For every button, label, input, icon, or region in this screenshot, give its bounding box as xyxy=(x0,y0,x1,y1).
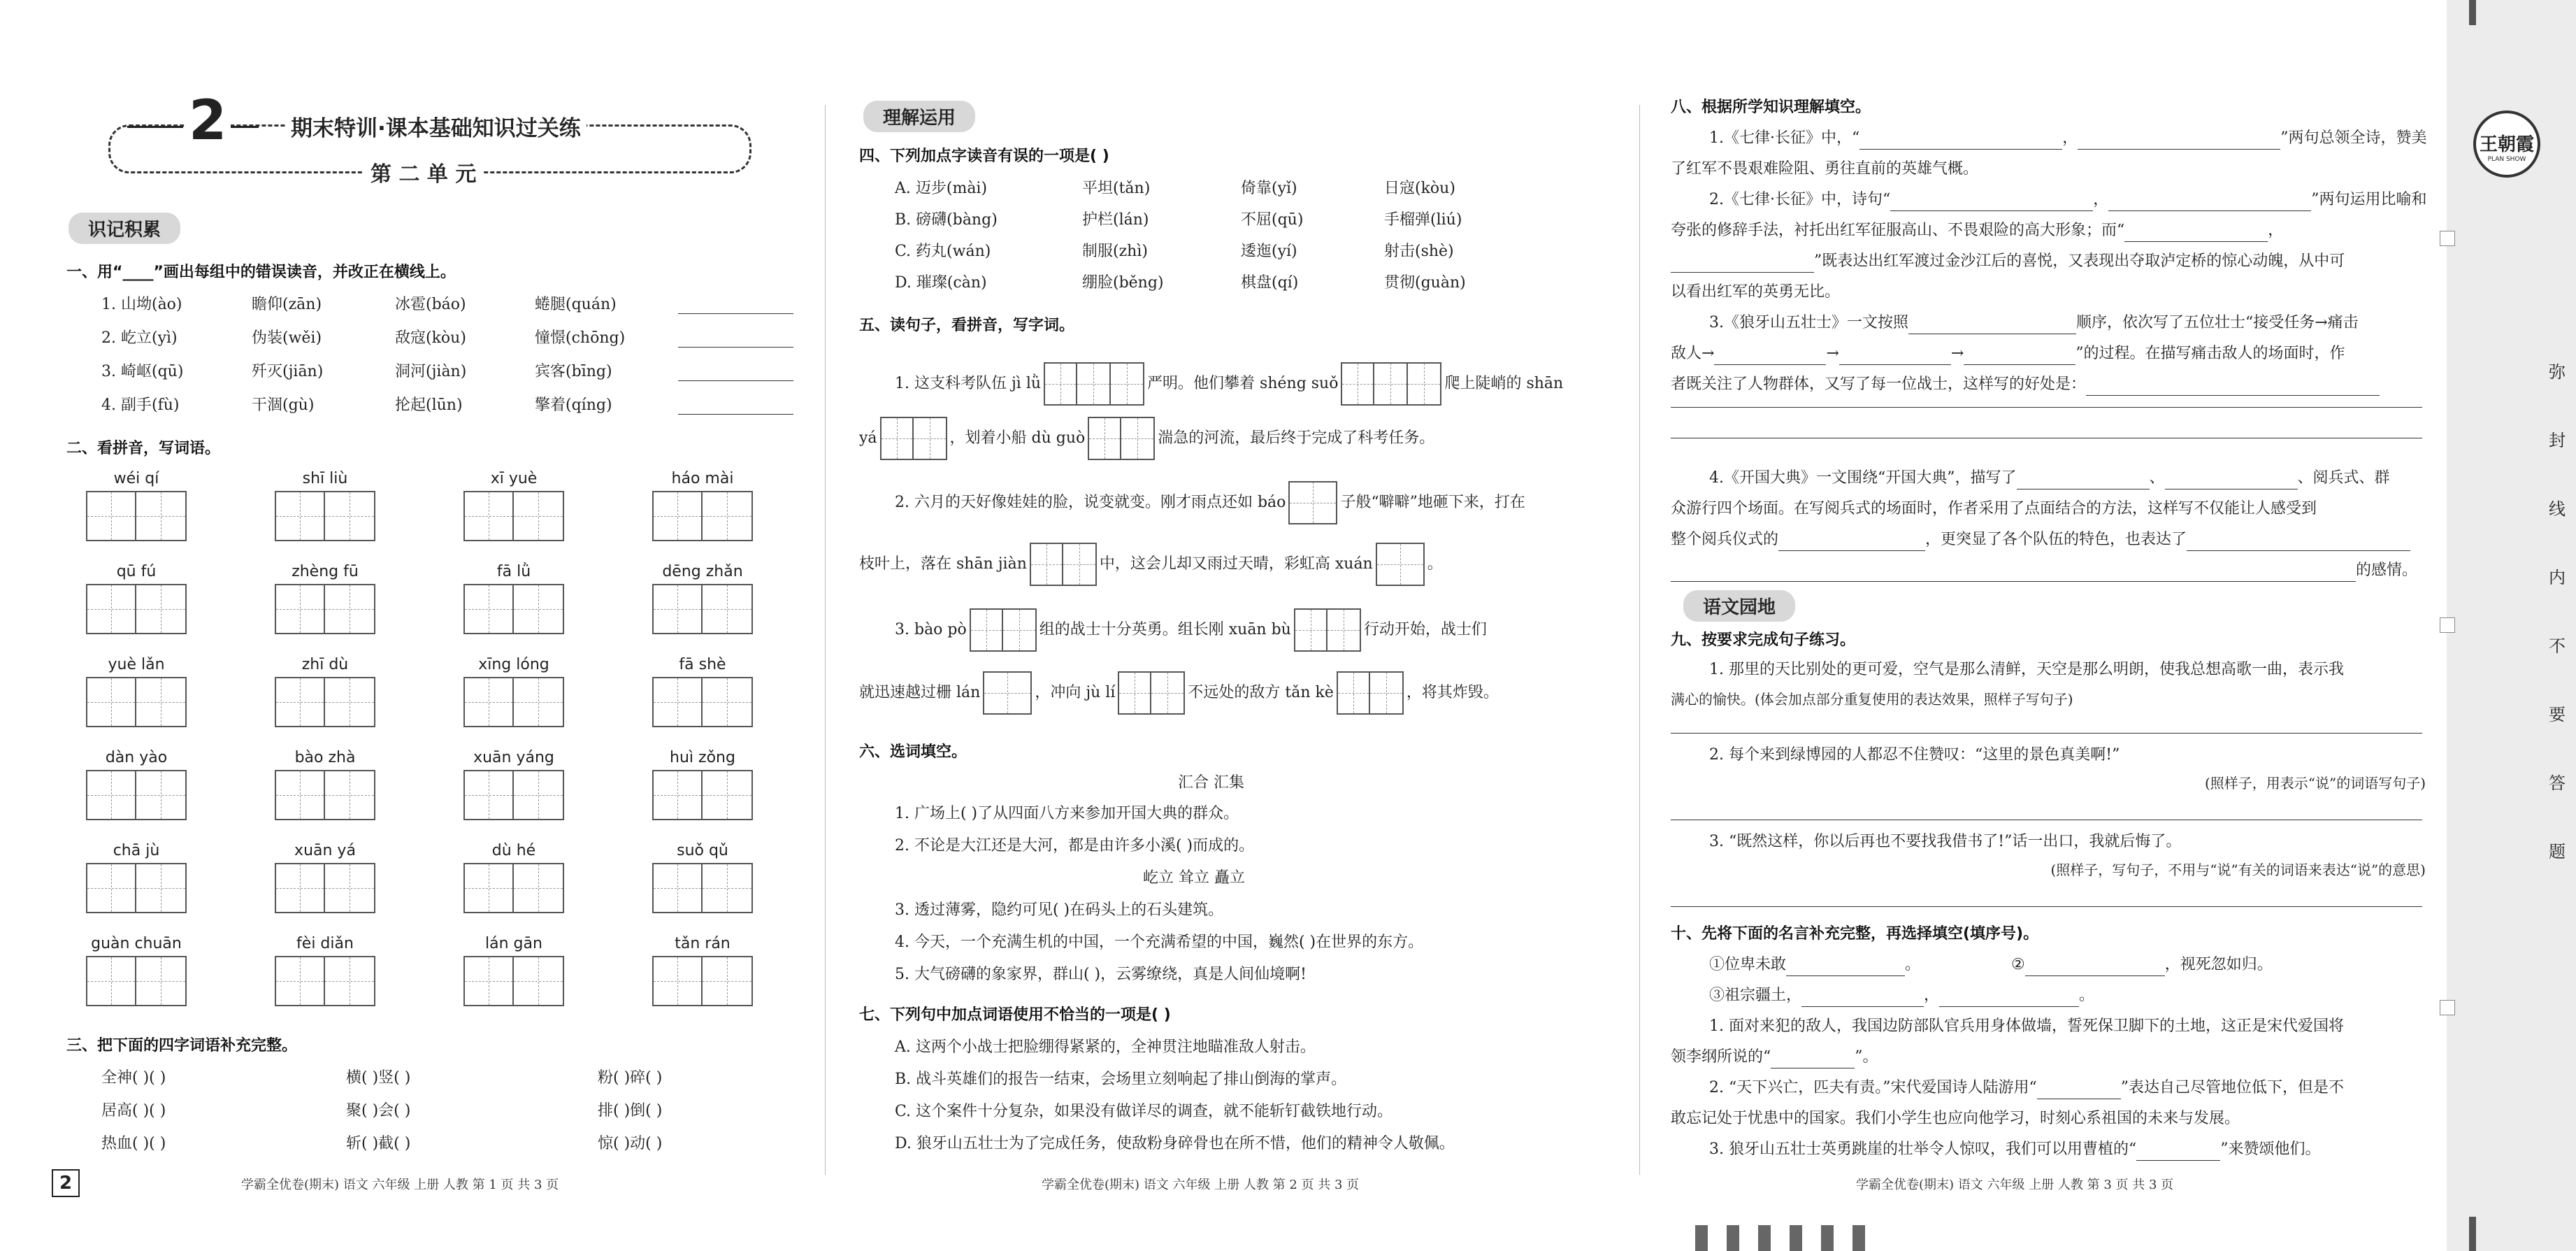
pinyin-grid xyxy=(80,470,779,1029)
logo-badge xyxy=(2473,110,2540,178)
answer-line[interactable] xyxy=(1671,733,2422,734)
q10-item-2: 2. “天下兴亡，匹夫有责。”宋代爱国诗人陆游用“ ”表达自己尽管地位低下，但是不 xyxy=(1709,1077,2344,1099)
answer-line[interactable] xyxy=(1939,1006,2079,1007)
answer-line[interactable] xyxy=(678,414,793,415)
q6-item[interactable]: 1. 广场上( )了从四面八方来参加开国大典的群众。 xyxy=(895,805,1239,822)
q8-item-2-cont: 以看出红军的英勇无比。 xyxy=(1671,283,1841,301)
q10-quote-row-1: ①位卑未敢 。 ② ，视死忽如归。 xyxy=(1709,954,2273,976)
q9-item-1: 1. 那里的天比别处的更可爱，空气是那么清鲜，天空是那么明朗，使我总想高歌一曲，表示我 xyxy=(1709,661,2344,678)
writing-box[interactable] xyxy=(1044,362,1144,406)
writing-box[interactable] xyxy=(80,491,192,541)
writing-box[interactable] xyxy=(970,608,1037,652)
q8-item-4-cont: 众游行四个场面。在写阅兵式的场面时，作者采用了点面结合的方法，这样写不仅能让人感受到 xyxy=(1671,500,2317,517)
binding-mark xyxy=(2469,0,2476,25)
writing-box[interactable] xyxy=(983,671,1032,715)
writing-box[interactable] xyxy=(269,863,381,913)
pinyin-writing-item xyxy=(80,842,192,913)
answer-line[interactable] xyxy=(1714,364,1826,365)
print-mark-bar xyxy=(1758,1225,1771,1251)
q8-item-3: 3.《狼牙山五壮士》一文按照 顺序，依次写了五位壮士“接受任务→痛击 xyxy=(1709,312,2359,334)
answer-line[interactable] xyxy=(678,380,793,381)
pinyin-label: zhī dù xyxy=(301,656,349,673)
pinyin-label: fā lǜ xyxy=(496,563,531,580)
q8-item-1-cont: 了红军不畏艰难险阻、勇往直前的英雄气概。 xyxy=(1671,160,1979,178)
writing-box[interactable] xyxy=(647,677,758,727)
question-2-title: 二、看拼音，写词语。 xyxy=(66,440,221,457)
column-divider xyxy=(825,105,826,1175)
writing-box[interactable] xyxy=(458,677,570,727)
answer-line[interactable] xyxy=(2124,241,2268,242)
pinyin-writing-item xyxy=(458,656,570,727)
pinyin-writing-item xyxy=(80,749,192,820)
q1-row: 3. 崎岖(qū) 歼灭(jiān) 洞河(jiàn) 宾客(bīng) xyxy=(101,361,800,394)
seal-notice-char: 答 xyxy=(2549,773,2566,793)
pinyin-label: xīng lóng xyxy=(478,656,549,673)
writing-box[interactable] xyxy=(1376,543,1425,586)
answer-line[interactable] xyxy=(2025,975,2165,976)
seal-line-notice xyxy=(2545,358,2570,906)
q6-item[interactable]: 3. 透过薄雾，隐约可见( )在码头上的石头建筑。 xyxy=(895,901,1224,919)
pinyin-writing-item xyxy=(80,935,192,1006)
q10-quote-row-2: ③祖宗疆土， ， 。 xyxy=(1709,985,2094,1007)
q10-item-2-cont: 敢忘记处于忧患中的国家。我们小学生也应向他学习，时刻心系祖国的未来与发展。 xyxy=(1671,1110,2240,1127)
q6-item[interactable]: 5. 大气磅礴的象家界，群山( )，云雾缭绕，真是人间仙境啊! xyxy=(895,966,1307,983)
writing-box[interactable] xyxy=(269,677,381,727)
writing-box[interactable] xyxy=(647,956,758,1006)
writing-box[interactable] xyxy=(1337,671,1404,715)
pinyin-writing-item xyxy=(80,470,192,541)
pinyin-label: huì zǒng xyxy=(670,749,735,766)
writing-box[interactable] xyxy=(269,584,381,634)
question-6-title: 六、选词填空。 xyxy=(859,743,967,761)
pinyin-writing-item xyxy=(647,749,758,820)
seal-notice-char: 封 xyxy=(2549,431,2566,450)
q6-word-bank-2: 屹立 耸立 矗立 xyxy=(1143,869,1245,887)
pinyin-label: dēng zhǎn xyxy=(662,563,743,580)
q9-item-2: 2. 每个来到绿博园的人都忍不住赞叹：“这里的景色真美啊!” xyxy=(1709,746,2120,764)
title-rule-left xyxy=(127,126,183,128)
q8-item-2-cont: ”既表达出红军渡过金沙江后的喜悦，又表现出夺取泸定桥的惊心动魄，从中可 xyxy=(1671,250,2345,273)
answer-line[interactable] xyxy=(2086,395,2380,396)
pinyin-label: shī liù xyxy=(302,470,348,487)
pinyin-writing-item xyxy=(269,749,381,820)
q3-row: 热血( )( ) 斩( )截( ) 惊( )动( ) xyxy=(101,1135,663,1152)
pinyin-label: fèi diǎn xyxy=(296,935,354,952)
writing-box[interactable] xyxy=(458,770,570,820)
binding-mark xyxy=(2469,1217,2476,1251)
writing-box[interactable] xyxy=(80,770,192,820)
print-mark-bar xyxy=(1821,1225,1834,1251)
q5-sentence-1: 1. 这支科考队伍 jì lǜ 严明。他们攀着 shéng suǒ 爬上陡峭的 shān xyxy=(895,362,1563,406)
answer-line[interactable] xyxy=(1671,581,2356,582)
pinyin-writing-item xyxy=(458,470,570,541)
question-4-title: 四、下列加点字读音有误的一项是( ) xyxy=(859,148,1109,165)
answer-line[interactable] xyxy=(1859,149,2062,150)
pinyin-label: fā shè xyxy=(679,656,726,673)
q7-option[interactable]: B. 战斗英雄们的报告一结束，会场里立刻响起了排山倒海的掌声。 xyxy=(895,1071,1347,1088)
writing-box[interactable] xyxy=(1118,671,1185,715)
pinyin-writing-item xyxy=(647,656,758,727)
pinyin-label: dàn yào xyxy=(105,749,168,766)
q4-option[interactable]: C. 药丸(wán) 制服(zhì) 逶迤(yí) 射击(shè) xyxy=(895,243,1454,260)
answer-line[interactable] xyxy=(2078,149,2280,150)
title-rule-right xyxy=(231,126,259,128)
pinyin-writing-item xyxy=(458,842,570,913)
print-mark-bar xyxy=(1852,1225,1865,1251)
writing-box[interactable] xyxy=(80,956,192,1006)
logo-text: 王朝霞 xyxy=(2479,134,2534,155)
q1-row: 2. 屹立(yì) 伪装(wěi) 敌寇(kòu) 憧憬(chōng) xyxy=(101,327,800,361)
q8-item-3-cont: 者既关注了人物群体，又写了每一位战士，这样写的好处是： xyxy=(1671,373,2380,396)
answer-line[interactable] xyxy=(1671,407,2422,408)
writing-box[interactable] xyxy=(647,584,758,634)
q8-item-1: 1.《七律·长征》中，“ ， ”两句总领全诗，赞美 xyxy=(1709,127,2427,150)
binding-tick xyxy=(2440,231,2455,246)
q8-item-4-cont: 的感情。 xyxy=(1671,559,2417,582)
section-pill-application: 理解运用 xyxy=(863,101,975,132)
question-9-title: 九、按要求完成句子练习。 xyxy=(1671,631,1856,649)
pinyin-label: dù hé xyxy=(491,842,536,859)
q7-option[interactable]: A. 这两个小战士把脸绷得紧紧的，全神贯注地瞄准敌人射击。 xyxy=(895,1038,1316,1056)
question-3-title: 三、把下面的四字词语补充完整。 xyxy=(66,1037,298,1055)
q7-option[interactable]: C. 这个案件十分复杂，如果没有做详尽的调查，就不能斩钉截铁地行动。 xyxy=(895,1103,1393,1120)
writing-box[interactable] xyxy=(269,956,381,1006)
question-5-title: 五、读句子，看拼音，写字词。 xyxy=(859,317,1075,334)
q6-word-bank-1: 汇合 汇集 xyxy=(1178,774,1244,792)
pinyin-writing-item xyxy=(458,563,570,634)
pinyin-writing-item xyxy=(647,470,758,541)
writing-box[interactable] xyxy=(647,770,758,820)
q5-sentence-2: 2. 六月的天好像娃娃的脸，说变就变。刚才雨点还如 báo 子般“噼噼”地砸下来，打在 xyxy=(895,481,1525,524)
q6-item[interactable]: 4. 今天，一个充满生机的中国，一个充满希望的中国，巍然( )在世界的东方。 xyxy=(895,934,1424,951)
answer-line[interactable] xyxy=(1671,272,1814,273)
page-footer: 学霸全优卷(期末) 语文 六年级 上册 人教 第 1 页 共 3 页 xyxy=(241,1178,559,1192)
writing-box[interactable] xyxy=(80,584,192,634)
q5-sentence-3: 3. bào pò 组的战士十分英勇。组长刚 xuān bù 行动开始，战士们 xyxy=(895,608,1487,652)
q1-row: 1. 山坳(ào) 瞻仰(zān) 冰雹(báo) 蜷腿(quán) xyxy=(101,294,800,327)
column-divider xyxy=(1639,105,1640,1175)
pinyin-writing-item xyxy=(269,656,381,727)
bottom-bars xyxy=(1695,1225,1905,1251)
answer-line[interactable] xyxy=(678,313,793,314)
pinyin-label: lán gān xyxy=(485,935,542,952)
page-3 xyxy=(1671,0,2433,1251)
pinyin-writing-item xyxy=(647,935,758,1006)
pinyin-writing-item xyxy=(80,563,192,634)
q7-option[interactable]: D. 狼牙山五壮士为了完成任务，使敌粉身碎骨也在所不惜，他们的精神令人敬佩。 xyxy=(895,1135,1455,1152)
seal-notice-char: 不 xyxy=(2549,636,2566,656)
page-footer: 学霸全优卷(期末) 语文 六年级 上册 人教 第 3 页 共 3 页 xyxy=(1856,1178,2174,1192)
q4-option[interactable]: D. 璀璨(càn) 绷脸(běng) 棋盘(qí) 贯彻(guàn) xyxy=(895,274,1466,292)
q8-item-4-cont: 整个阅兵仪式的 ，更突显了各个队伍的特色，也表达了 xyxy=(1671,529,2410,551)
q9-item-3: 3. “既然这样，你以后再也不要找我借书了!”话一出口，我就后悔了。 xyxy=(1709,833,2182,850)
seal-notice-char: 线 xyxy=(2549,499,2566,519)
q9-item-2-hint: (照样子，用表示“说”的词语写句子) xyxy=(2204,775,2426,792)
page-number-badge: 2 xyxy=(52,1169,80,1197)
section-pill-garden: 语文园地 xyxy=(1683,590,1795,622)
pinyin-label: bào zhà xyxy=(294,749,356,766)
writing-box[interactable] xyxy=(1294,608,1361,652)
question-7-title: 七、下列句中加点词语使用不恰当的一项是( ) xyxy=(859,1006,1171,1024)
seal-notice-char: 题 xyxy=(2549,842,2566,862)
q6-item[interactable]: 2. 不论是大江还是大河，都是由许多小溪( )而成的。 xyxy=(895,837,1255,855)
writing-box[interactable] xyxy=(1288,481,1337,524)
seal-notice-char: 内 xyxy=(2549,568,2566,587)
answer-line[interactable] xyxy=(2136,1160,2220,1161)
pinyin-label: suǒ qǔ xyxy=(677,842,728,859)
pinyin-label: xuān yá xyxy=(294,842,356,859)
page-subtitle: 第 二 单 元 xyxy=(364,157,483,187)
pinyin-writing-item xyxy=(458,749,570,820)
writing-box[interactable] xyxy=(458,956,570,1006)
seal-notice-char: 要 xyxy=(2549,705,2566,724)
answer-line[interactable] xyxy=(1964,364,2075,365)
writing-box[interactable] xyxy=(880,417,947,460)
print-mark-bar xyxy=(1727,1225,1739,1251)
q10-item-1: 1. 面对来犯的敌人，我国边防部队官兵用身体做墙，誓死保卫脚下的土地，这正是宋代爱国将 xyxy=(1709,1017,2344,1035)
q10-item-1-cont: 领李纲所说的“ ”。 xyxy=(1671,1046,1878,1068)
section-pill-recognition: 识记积累 xyxy=(69,213,180,244)
pinyin-writing-item xyxy=(269,935,381,1006)
pinyin-label: háo mài xyxy=(671,470,734,487)
pinyin-writing-item xyxy=(80,656,192,727)
page-footer: 学霸全优卷(期末) 语文 六年级 上册 人教 第 2 页 共 3 页 xyxy=(1042,1178,1360,1192)
answer-line[interactable] xyxy=(1839,364,1951,365)
writing-box[interactable] xyxy=(269,770,381,820)
logo-subtext: PLAN SHOW xyxy=(2487,156,2526,163)
writing-box[interactable] xyxy=(458,491,570,541)
writing-box[interactable] xyxy=(647,491,758,541)
pinyin-writing-item xyxy=(647,842,758,913)
q5-sentence-2-cont: 枝叶上，落在 shān jiàn 中，这会儿却又雨过天晴，彩虹高 xuán 。 xyxy=(859,543,1443,586)
q1-row: 4. 副手(fù) 干涸(gù) 抡起(lūn) 擎着(qíng) xyxy=(101,394,800,428)
writing-box[interactable] xyxy=(647,863,758,913)
writing-box[interactable] xyxy=(1341,362,1441,406)
answer-line[interactable] xyxy=(2187,550,2410,551)
q5-sentence-1-cont: yá ，划着小船 dù guò 湍急的河流，最后终于完成了科考任务。 xyxy=(859,417,1434,460)
question-10-title: 十、先将下面的名言补充完整，再选择填空(填序号)。 xyxy=(1671,925,2039,943)
q9-item-3-hint: (照样子，写句子，不用与“说”有关的词语来表达“说”的意思) xyxy=(2050,862,2426,878)
writing-box[interactable] xyxy=(80,863,192,913)
page-2 xyxy=(842,0,1622,1251)
q8-item-3-cont: 敌人→ → → ”的过程。在描写痛击敌人的场面时，作 xyxy=(1671,343,2345,365)
question-3-rows xyxy=(101,1067,800,1166)
answer-line[interactable] xyxy=(1778,550,1925,551)
pinyin-label: guàn chuān xyxy=(91,935,182,952)
page-1 xyxy=(0,0,818,1251)
q4-option[interactable]: B. 磅礴(bàng) 护栏(lán) 不屈(qū) 手榴弹(liú) xyxy=(895,211,1462,229)
pinyin-label: zhèng fū xyxy=(292,563,359,580)
question-4-options xyxy=(895,178,1594,303)
pinyin-label: tǎn rán xyxy=(675,935,731,952)
pinyin-label: xī yuè xyxy=(490,470,538,487)
writing-box[interactable] xyxy=(1088,417,1155,460)
answer-line[interactable] xyxy=(1671,906,2422,907)
print-mark-bar xyxy=(1695,1225,1708,1251)
writing-box[interactable] xyxy=(269,491,381,541)
pinyin-label: chā jù xyxy=(113,842,160,859)
answer-line[interactable] xyxy=(1801,1006,1924,1007)
q10-item-3: 3. 狼牙山五壮士英勇跳崖的壮举令人惊叹，我们可以用曹植的“ ”来赞颂他们。 xyxy=(1709,1138,2320,1161)
pinyin-writing-item xyxy=(647,563,758,634)
pinyin-label: wéi qí xyxy=(113,470,159,487)
q3-row: 全神( )( ) 横( )竖( ) 粉( )碎( ) xyxy=(101,1069,663,1087)
seal-notice-char: 弥 xyxy=(2549,362,2566,382)
q8-item-2-cont: 夸张的修辞手法，衬托出红军征服高山、不畏艰险的高大形象；而“ ， xyxy=(1671,220,2283,242)
pinyin-writing-item xyxy=(458,935,570,1006)
q8-item-2: 2.《七律·长征》中，诗句“ ， ”两句运用比喻和 xyxy=(1709,189,2427,211)
unit-number: 2 xyxy=(185,90,231,152)
question-1-rows xyxy=(101,294,800,428)
page-title: 期末特训·课本基础知识过关练 xyxy=(285,110,587,142)
writing-box[interactable] xyxy=(458,863,570,913)
answer-line[interactable] xyxy=(2108,210,2311,211)
pinyin-label: xuān yáng xyxy=(473,749,554,766)
answer-line[interactable] xyxy=(1786,975,1905,976)
pinyin-writing-item xyxy=(269,842,381,913)
question-1-title: 一、用“____”画出每组中的错误读音，并改正在横线上。 xyxy=(66,264,456,281)
q9-item-1-hint: 满心的愉快。(体会加点部分重复使用的表达效果，照样子写句子) xyxy=(1671,691,2073,708)
pinyin-label: qū fú xyxy=(116,563,157,580)
pinyin-label: yuè lǎn xyxy=(108,656,165,673)
pinyin-writing-item xyxy=(269,563,381,634)
writing-box[interactable] xyxy=(1030,543,1097,586)
question-8-title: 八、根据所学知识理解填空。 xyxy=(1671,99,1871,116)
q5-sentence-3-cont: 就迅速越过栅 lán ，冲向 jù lí 不远处的敌方 tǎn kè ，将其炸毁。 xyxy=(859,671,1499,715)
answer-line[interactable] xyxy=(678,347,793,348)
binding-tick xyxy=(2440,617,2455,633)
pinyin-writing-item xyxy=(269,470,381,541)
binding-tick xyxy=(2440,1000,2455,1015)
q4-option[interactable]: A. 迈步(mài) 平坦(tǎn) 倚靠(yǐ) 日寇(kòu) xyxy=(895,180,1455,197)
answer-line[interactable] xyxy=(1890,210,2093,211)
writing-box[interactable] xyxy=(80,677,192,727)
print-mark-bar xyxy=(1790,1225,1802,1251)
writing-box[interactable] xyxy=(458,584,570,634)
q3-row: 居高( )( ) 聚( )会( ) 排( )倒( ) xyxy=(101,1102,663,1120)
q8-item-4: 4.《开国大典》一文围绕“开国大典”，描写了 、 、阅兵式、群 xyxy=(1709,467,2390,489)
